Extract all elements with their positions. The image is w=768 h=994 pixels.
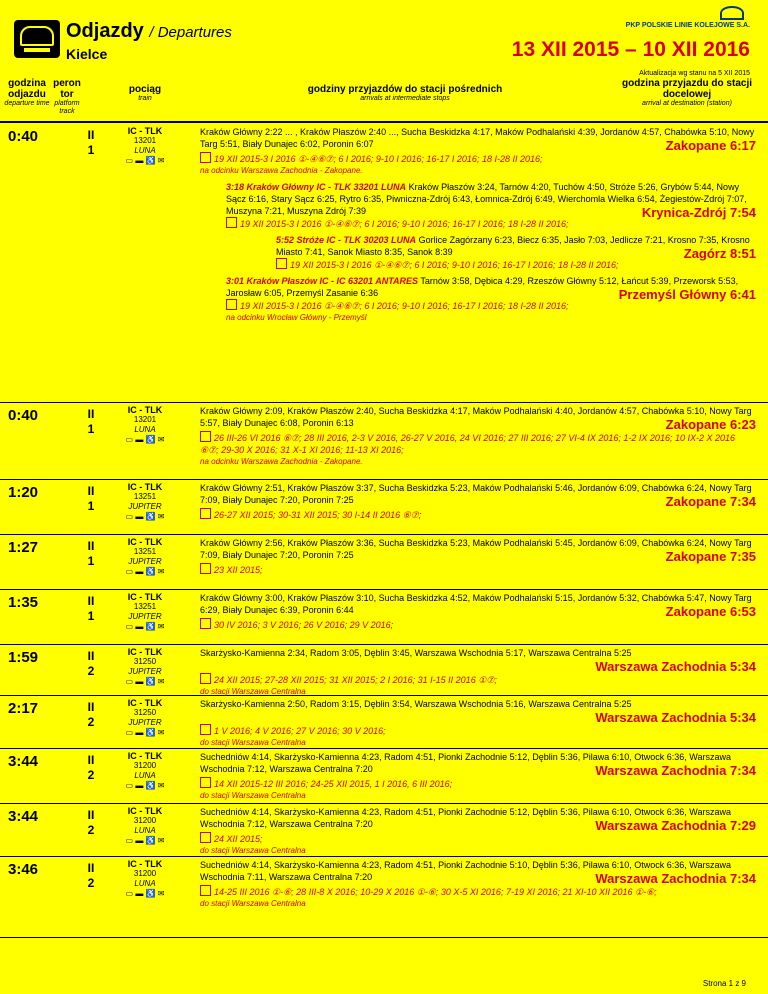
table-row — [0, 480, 768, 535]
service-icons: ▭ ▬ ♿ ✉ — [125, 836, 165, 845]
route-info: Kraków Główny 2:56, Kraków Płaszów 3:36, Sucha Beskidzka 5:23, Maków Podhalański 5:45, Jordanów 6:09, Chabówka 6:24, Nowy Targ 7:09, Biały Dunajec 7:20, Poronin 7:25 Zakopane 7:35 23 XII 2015; — [200, 538, 756, 575]
destination: Warszawa Zachodnia 5:34 — [595, 659, 756, 674]
calendar-icon — [226, 217, 237, 228]
update-note: Aktualizacja wg stanu na 5 XII 2015 — [639, 70, 750, 77]
service-icons: ▭ ▬ ♿ ✉ — [125, 677, 165, 686]
departure-time: 1:35 — [8, 594, 39, 611]
calendar-icon — [200, 431, 211, 442]
platform: II 2 — [87, 808, 95, 837]
destination: Warszawa Zachodnia 7:34 — [595, 871, 756, 886]
calendar-icon — [200, 777, 211, 788]
platform: II 2 — [87, 649, 95, 678]
table-row — [0, 749, 768, 804]
destination: Zakopane 6:53 — [665, 604, 756, 619]
platform: II 2 — [87, 753, 95, 782]
train-info: IC - TLK 31250 JUPITER ▭ ▬ ♿ ✉ — [112, 698, 178, 738]
station-name: Kielce — [66, 46, 108, 62]
train-info: IC - TLK 13251 JUPITER ▭ ▬ ♿ ✉ — [112, 592, 178, 632]
calendar-icon — [200, 832, 211, 843]
service-icons: ▭ ▬ ♿ ✉ — [125, 728, 165, 737]
platform: II 1 — [87, 484, 95, 513]
route-info: Skarżysko-Kamienna 2:50, Radom 3:15, Dęblin 3:54, Warszawa Wschodnia 5:16, Warszawa Centralna 5:25 Warszawa Zachodnia 5:34 1 V 2016; 4 V 2016; 27 V 2016; 30 V 2016; do stacji Warszawa Centralna — [200, 699, 756, 747]
col-time: godzina odjazdu departure time — [4, 78, 50, 107]
header — [0, 0, 768, 80]
table-row — [0, 645, 768, 696]
train-info: IC - TLK 13251 JUPITER ▭ ▬ ♿ ✉ — [112, 537, 178, 577]
table-row — [0, 590, 768, 645]
departures-table — [0, 124, 768, 938]
table-row — [0, 124, 768, 403]
departure-time: 1:20 — [8, 484, 39, 501]
calendar-icon — [200, 673, 211, 684]
service-icons: ▭ ▬ ♿ ✉ — [125, 889, 165, 898]
table-row — [0, 857, 768, 938]
calendar-icon — [276, 258, 287, 269]
calendar-icon — [226, 299, 237, 310]
train-info: IC - TLK 31250 JUPITER ▭ ▬ ♿ ✉ — [112, 647, 178, 687]
train-info: IC - TLK 13201 LUNA ▭ ▬ ♿ ✉ — [112, 405, 178, 445]
platform: II 1 — [87, 407, 95, 436]
page-title: Odjazdy / Departures — [66, 20, 232, 42]
train-icon — [14, 20, 60, 58]
calendar-icon — [200, 508, 211, 519]
departure-time: 3:46 — [8, 861, 39, 878]
calendar-icon — [200, 724, 211, 735]
platform: II 2 — [87, 700, 95, 729]
connection-title: 3:18 Kraków Główny IC - TLK 33201 LUNA — [226, 182, 407, 192]
train-info: IC - TLK 13251 JUPITER ▭ ▬ ♿ ✉ — [112, 482, 178, 522]
service-icons: ▭ ▬ ♿ ✉ — [125, 512, 165, 521]
destination: Zakopane 6:17 — [665, 138, 756, 153]
table-row — [0, 696, 768, 749]
departure-time: 0:40 — [8, 128, 39, 145]
page-number: Strona 1 z 9 — [702, 979, 746, 988]
departure-time: 1:59 — [8, 649, 39, 666]
destination: Warszawa Zachodnia 7:34 — [595, 763, 756, 778]
route-info: Kraków Główny 2:22 ... , Kraków Płaszów 2:40 ..., Sucha Beskidzka 4:17, Maków Podhalański 4:39, Jordanów 4:57, Chabówka 5:10, Nowy Targ 5:51, Biały Dunajec 6:02, Poronin 6:07 Zakopane 6:17 19 XII 2015-3 I 2016 ①-④⑥⑦; 6 I 2016; 9-10 I 2016; 16-17 I 2016; 18 I-28 II 2016; na odcinku Warszawa Zachodnia - Zakopane. 3:18 Kraków Główny IC - TLK 33201 LUNA Kraków Płaszów 3:24, Tarnów 4:20, Tuchów 4:50, Stróże 5:26, Grybów 5:44, Nowy Sącz 6:16, Stary Sącz 6:25, Rytro 6:35, Piwniczna-Zdrój 6:43, Łomnica-Zdrój 6:49, Wierchomla Wielka 6:54, Żegiestów-Zdrój 7:07, Muszyna 7:21, Muszyna Zdrój 7:39 Krynica-Zdrój 7:54 19 XII 2015-3 I 2016 ①-④⑥⑦; 6 I 2016; 9-10 I 2016; 16-17 I 2016; 18 I-28 II 2016; 5:52 Stróże IC - TLK 30203 LUNA Gorlice Zagórzany 6:23, Biecz 6:35, Jasło 7:03, Jedlicze 7:21, Krosno 7:35, Krosno Miasto 7:41, Sanok Miasto 8:35, Sanok 8:39 Zagórz 8:51 19 XII 2015-3 I 2016 ①-④⑥⑦; 6 I 2016; 9-10 I 2016; 16-17 I 2016; 18 I-28 II 2016; 3:01 Kraków Płaszów IC - IC 63201 ANTARES Tarnów 3:58, Dębica 4:29, Rzeszów Główny 5:12, Łańcut 5:39, Przeworsk 5:53, Jarosław 6:05, Przemyśl Zasanie 6:36 Przemyśl Główny 6:41 19 XII 2015-3 I 2016 ①-④⑥⑦; 6 I 2016; 9-10 I 2016; 16-17 I 2016; 18 I-28 II 2016; na odcinku Wrocław Główny - Przemyśl — [200, 127, 756, 322]
departure-time: 0:40 — [8, 407, 39, 424]
route-info: Skarżysko-Kamienna 2:34, Radom 3:05, Dęblin 3:45, Warszawa Wschodnia 5:17, Warszawa Centralna 5:25 Warszawa Zachodnia 5:34 24 XII 2015; 27-28 XII 2015; 31 XII 2015; 2 I 2016; 31 I-15 II 2016 ①⑦; do stacji Warszawa Centralna — [200, 648, 756, 696]
service-icons: ▭ ▬ ♿ ✉ — [125, 567, 165, 576]
destination: Zakopane 7:35 — [665, 549, 756, 564]
table-row — [0, 535, 768, 590]
destination: Zakopane 7:34 — [665, 494, 756, 509]
table-row — [0, 804, 768, 857]
route-info: Suchedniów 4:14, Skarżysko-Kamienna 4:23, Radom 4:51, Pionki Zachodnie 5:10, Dęblin 5:36, Pilawa 6:10, Otwock 6:36, Warszawa Wschodnia 7:11, Warszawa Centralna 7:20 Warszawa Zachodnia 7:34 14-25 III 2016 ①-⑥; 28 III-8 X 2016; 10-29 X 2016 ①-⑥; 30 X-5 XI 2016; 7-19 XI 2016; 21 XI-10 XII 2016 ①-⑥; do stacji Warszawa Centralna — [200, 860, 756, 908]
destination: Warszawa Zachodnia 5:34 — [595, 710, 756, 725]
departure-time: 1:27 — [8, 539, 39, 556]
departure-time: 3:44 — [8, 753, 39, 770]
calendar-icon — [200, 563, 211, 574]
destination: Krynica-Zdrój 7:54 — [641, 205, 756, 220]
route-info: Kraków Główny 3:00, Kraków Płaszów 3:10, Sucha Beskidzka 4:52, Maków Podhalański 5:15, Jordanów 5:32, Chabówka 5:47, Nowy Targ 6:29, Biały Dunajec 6:39, Poronin 6:44 Zakopane 6:53 30 IV 2016; 3 V 2016; 26 V 2016; 29 V 2016; — [200, 593, 756, 630]
col-train: pociąg train — [128, 84, 162, 102]
date-range: 13 XII 2015 – 10 XII 2016 — [511, 38, 750, 61]
route-info: Suchedniów 4:14, Skarżysko-Kamienna 4:23, Radom 4:51, Pionki Zachodnie 5:12, Dęblin 5:36, Pilawa 6:10, Otwock 6:36, Warszawa Wschodnia 7:12, Warszawa Centralna 7:20 Warszawa Zachodnia 7:29 24 XII 2015; do stacji Warszawa Centralna — [200, 807, 756, 855]
service-icons: ▭ ▬ ♿ ✉ — [125, 622, 165, 631]
operator-logo: PKP POLSKIE LINIE KOLEJOWE S.A. — [600, 6, 750, 29]
destination: Zakopane 6:23 — [665, 417, 756, 432]
col-stops: godziny przyjazdów do stacji pośrednich arrivals at intermediate stops — [307, 84, 503, 102]
departure-time: 3:44 — [8, 808, 39, 825]
train-info: IC - TLK 13201 LUNA ▭ ▬ ♿ ✉ — [112, 126, 178, 166]
col-platform: peron tor platform track — [53, 78, 81, 115]
route-info: Kraków Główny 2:51, Kraków Płaszów 3:37, Sucha Beskidzka 5:23, Maków Podhalański 5:46, Jordanów 6:09, Chabówka 6:24, Nowy Targ 7:09, Biały Dunajec 7:20, Poronin 7:25 Zakopane 7:34 26-27 XII 2015; 30-31 XII 2015; 30 I-14 II 2016 ⑥⑦; — [200, 483, 756, 520]
pkp-logo-icon — [720, 6, 744, 20]
service-icons: ▭ ▬ ♿ ✉ — [125, 435, 165, 444]
col-dest: godzina przyjazdu do stacji docelowej arrival at destination (station) — [621, 78, 752, 107]
platform: II 1 — [87, 539, 95, 568]
platform: II 1 — [87, 594, 95, 623]
platform: II 2 — [87, 861, 95, 890]
calendar-icon — [200, 152, 211, 163]
departure-time: 2:17 — [8, 700, 39, 717]
route-info: Suchedniów 4:14, Skarżysko-Kamienna 4:23, Radom 4:51, Pionki Zachodnie 5:12, Dęblin 5:36, Pilawa 6:10, Otwock 6:36, Warszawa Wschodnia 7:12, Warszawa Centralna 7:20 Warszawa Zachodnia 7:34 14 XII 2015-12 III 2016; 24-25 XII 2015, 1 I 2016, 6 III 2016; do stacji Warszawa Centralna — [200, 752, 756, 800]
train-info: IC - TLK 31200 LUNA ▭ ▬ ♿ ✉ — [112, 806, 178, 846]
service-icons: ▭ ▬ ♿ ✉ — [125, 781, 165, 790]
train-info: IC - TLK 31200 LUNA ▭ ▬ ♿ ✉ — [112, 751, 178, 791]
route-info: Kraków Główny 2:09, Kraków Płaszów 2:40, Sucha Beskidzka 4:17, Maków Podhalański 4:40, Jordanów 4:57, Chabówka 5:10, Nowy Targ 5:57, Biały Dunajec 6:08, Poronin 6:13 Zakopane 6:23 26 III-26 VI 2016 ⑥⑦; 28 III 2016, 2-3 V 2016, 26-27 V 2016, 24 VI 2016; 27 III 2016; 27 VI-4 IX 2016; 1-2 IX 2016; 10 IX-2 X 2016 ⑥⑦; 29-30 X 2016; 31 X-1 XI 2016; 11-13 XI 2016; na odcinku Warszawa Zachodnia - Zakopane. — [200, 406, 756, 466]
calendar-icon — [200, 618, 211, 629]
platform: II 1 — [87, 128, 95, 157]
train-info: IC - TLK 31200 LUNA ▭ ▬ ♿ ✉ — [112, 859, 178, 899]
service-icons: ▭ ▬ ♿ ✉ — [125, 156, 165, 165]
column-headers — [0, 78, 768, 122]
calendar-icon — [200, 885, 211, 896]
destination: Warszawa Zachodnia 7:29 — [595, 818, 756, 833]
table-row — [0, 403, 768, 480]
